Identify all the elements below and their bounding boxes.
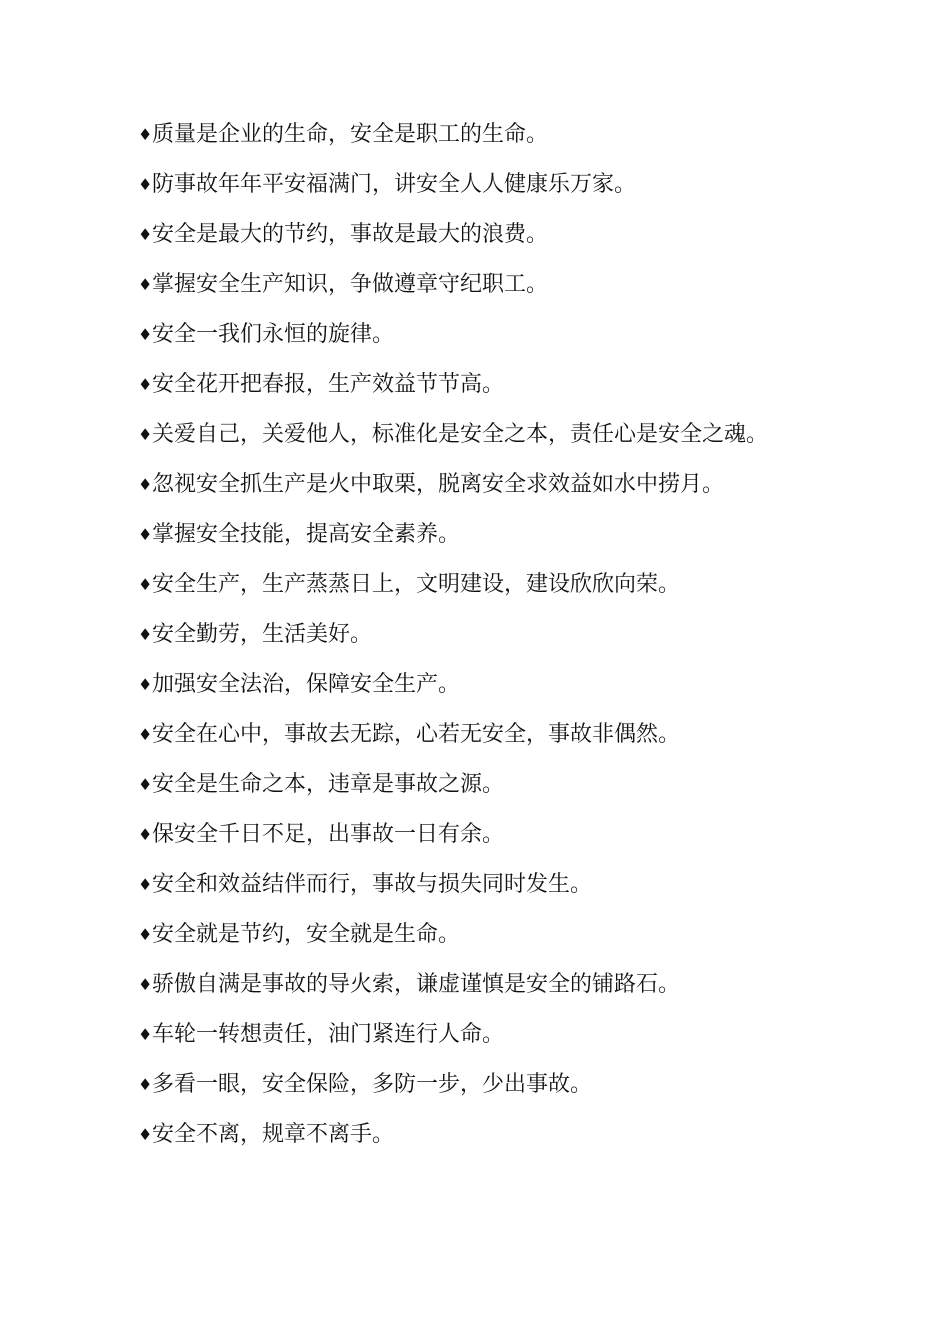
diamond-bullet-icon: ♦ bbox=[138, 325, 153, 344]
slogan-text: 安全花开把春报，生产效益节节高。 bbox=[152, 372, 505, 397]
slogan-item bbox=[138, 610, 818, 660]
slogan-text: 安全就是节约，安全就是生命。 bbox=[152, 922, 461, 947]
slogan-item bbox=[138, 1060, 818, 1110]
diamond-bullet-icon: ♦ bbox=[138, 425, 153, 444]
diamond-bullet-icon: ♦ bbox=[138, 475, 153, 494]
slogan-item bbox=[138, 510, 818, 560]
slogan-item bbox=[138, 310, 818, 360]
slogan-item bbox=[138, 1110, 818, 1160]
diamond-bullet-icon: ♦ bbox=[138, 825, 153, 844]
diamond-bullet-icon: ♦ bbox=[138, 1075, 153, 1094]
slogan-item bbox=[138, 660, 818, 710]
slogan-item bbox=[138, 710, 818, 760]
diamond-bullet-icon: ♦ bbox=[138, 675, 153, 694]
slogan-item bbox=[138, 460, 818, 510]
diamond-bullet-icon: ♦ bbox=[138, 1025, 153, 1044]
slogan-text: 安全不离，规章不离手。 bbox=[152, 1122, 395, 1147]
slogan-item bbox=[138, 860, 818, 910]
slogan-text: 安全勤劳，生活美好。 bbox=[152, 622, 373, 647]
diamond-bullet-icon: ♦ bbox=[138, 725, 153, 744]
slogan-text: 车轮一转想责任，油门紧连行人命。 bbox=[152, 1022, 505, 1047]
slogan-text: 安全是生命之本，违章是事故之源。 bbox=[152, 772, 505, 797]
slogan-item bbox=[138, 560, 818, 610]
slogan-text: 安全是最大的节约，事故是最大的浪费。 bbox=[152, 222, 549, 247]
slogan-text: 防事故年年平安福满门，讲安全人人健康乐万家。 bbox=[152, 172, 637, 197]
slogan-text: 忽视安全抓生产是火中取栗，脱离安全求效益如水中捞月。 bbox=[152, 472, 725, 497]
slogan-text: 多看一眼，安全保险，多防一步，少出事故。 bbox=[152, 1072, 593, 1097]
slogan-item bbox=[138, 210, 818, 260]
slogan-text: 安全生产，生产蒸蒸日上，文明建设，建设欣欣向荣。 bbox=[152, 572, 681, 597]
diamond-bullet-icon: ♦ bbox=[138, 875, 153, 894]
slogan-text: 安全一我们永恒的旋律。 bbox=[152, 322, 395, 347]
slogan-item bbox=[138, 810, 818, 860]
slogan-text: 关爱自己，关爱他人，标准化是安全之本，责任心是安全之魂。 bbox=[152, 422, 769, 447]
slogan-text: 掌握安全生产知识，争做遵章守纪职工。 bbox=[152, 272, 549, 297]
diamond-bullet-icon: ♦ bbox=[138, 575, 153, 594]
slogan-text: 加强安全法治，保障安全生产。 bbox=[152, 672, 461, 697]
slogan-item bbox=[138, 1010, 818, 1060]
slogan-text: 质量是企业的生命，安全是职工的生命。 bbox=[152, 122, 549, 147]
slogan-item bbox=[138, 360, 818, 410]
slogan-item bbox=[138, 960, 818, 1010]
diamond-bullet-icon: ♦ bbox=[138, 375, 153, 394]
slogan-item bbox=[138, 760, 818, 810]
diamond-bullet-icon: ♦ bbox=[138, 625, 153, 644]
slogan-item bbox=[138, 160, 818, 210]
slogan-text: 掌握安全技能，提高安全素养。 bbox=[152, 522, 461, 547]
diamond-bullet-icon: ♦ bbox=[138, 975, 153, 994]
slogan-text: 保安全千日不足，出事故一日有余。 bbox=[152, 822, 505, 847]
slogan-item bbox=[138, 910, 818, 960]
diamond-bullet-icon: ♦ bbox=[138, 1125, 153, 1144]
diamond-bullet-icon: ♦ bbox=[138, 225, 153, 244]
slogan-text: 骄傲自满是事故的导火索，谦虚谨慎是安全的铺路石。 bbox=[152, 972, 681, 997]
slogan-item bbox=[138, 410, 818, 460]
diamond-bullet-icon: ♦ bbox=[138, 775, 153, 794]
slogan-text: 安全和效益结伴而行，事故与损失同时发生。 bbox=[152, 872, 593, 897]
slogan-list bbox=[138, 110, 818, 1160]
diamond-bullet-icon: ♦ bbox=[138, 175, 153, 194]
slogan-item bbox=[138, 110, 818, 160]
diamond-bullet-icon: ♦ bbox=[138, 125, 153, 144]
slogan-item bbox=[138, 260, 818, 310]
diamond-bullet-icon: ♦ bbox=[138, 275, 153, 294]
slogan-text: 安全在心中，事故去无踪，心若无安全，事故非偶然。 bbox=[152, 722, 681, 747]
diamond-bullet-icon: ♦ bbox=[138, 925, 153, 944]
diamond-bullet-icon: ♦ bbox=[138, 525, 153, 544]
